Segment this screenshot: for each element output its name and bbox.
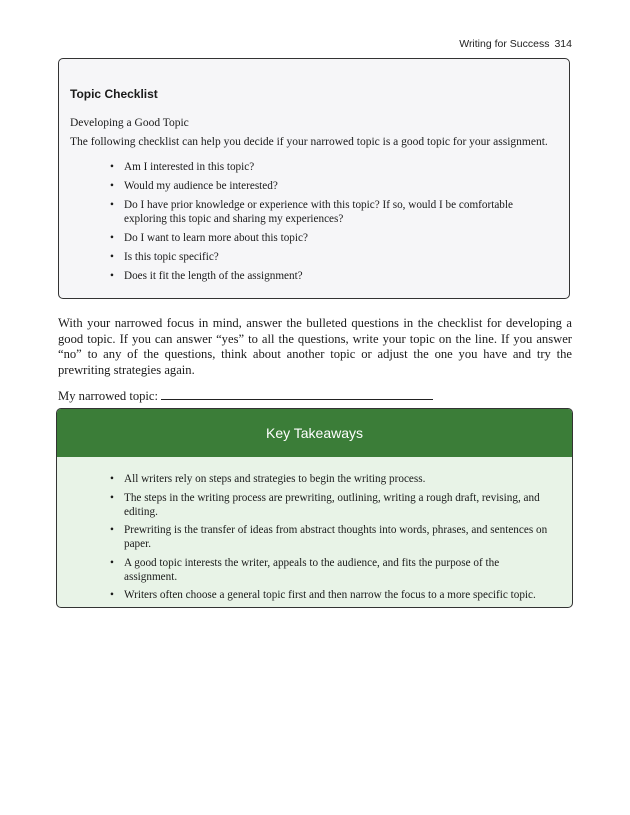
checklist-item: • Would my audience be interested? bbox=[110, 179, 550, 193]
key-takeaways-list bbox=[110, 472, 548, 607]
key-takeaways-box bbox=[56, 408, 573, 608]
checklist-item: • Am I interested in this topic? bbox=[110, 160, 550, 174]
checklist-intro: The following checklist can help you decide if your narrowed topic is a good topic for your assignment. bbox=[70, 136, 548, 148]
checklist-item: • Do I have prior knowledge or experience with this topic? If so, would I be comfortable exploring this topic and sharing my experiences? bbox=[110, 198, 550, 226]
checklist-list bbox=[110, 160, 550, 288]
narrowed-topic-blank bbox=[161, 387, 433, 400]
checklist-item: • Is this topic specific? bbox=[110, 250, 550, 264]
checklist-item: • Does it fit the length of the assignment? bbox=[110, 269, 550, 283]
takeaway-item: • The steps in the writing process are prewriting, outlining, writing a rough draft, revising, and editing. bbox=[110, 491, 548, 519]
checklist-item: • Do I want to learn more about this topic? bbox=[110, 231, 550, 245]
checklist-subtitle: Developing a Good Topic bbox=[70, 117, 189, 129]
takeaway-item: • Prewriting is the transfer of ideas from abstract thoughts into words, phrases, and sentences on paper. bbox=[110, 523, 548, 551]
body-paragraph: With your narrowed focus in mind, answer the bulleted questions in the checklist for developing a good topic. If you can answer “yes” to all the questions, write your topic on the line. If you answer “no” to any of the questions, think about another topic or adjust the one you have and try the prewriting strategies again. bbox=[58, 316, 572, 377]
topic-checklist-box bbox=[58, 58, 570, 299]
running-title: Writing for Success bbox=[459, 38, 550, 50]
page-number: 314 bbox=[554, 38, 572, 50]
narrowed-topic-line bbox=[58, 387, 578, 404]
takeaway-item: • A good topic interests the writer, appeals to the audience, and fits the purpose of the assignment. bbox=[110, 556, 548, 584]
takeaway-item: • All writers rely on steps and strategies to begin the writing process. bbox=[110, 472, 548, 486]
key-takeaways-header bbox=[57, 409, 572, 457]
checklist-title: Topic Checklist bbox=[70, 87, 158, 101]
takeaway-item: • Writers often choose a general topic first and then narrow the focus to a more specific topic. bbox=[110, 588, 548, 602]
key-takeaways-title: Key Takeaways bbox=[265, 425, 363, 441]
narrowed-topic-label: My narrowed topic: bbox=[58, 389, 159, 403]
running-head bbox=[459, 38, 572, 50]
